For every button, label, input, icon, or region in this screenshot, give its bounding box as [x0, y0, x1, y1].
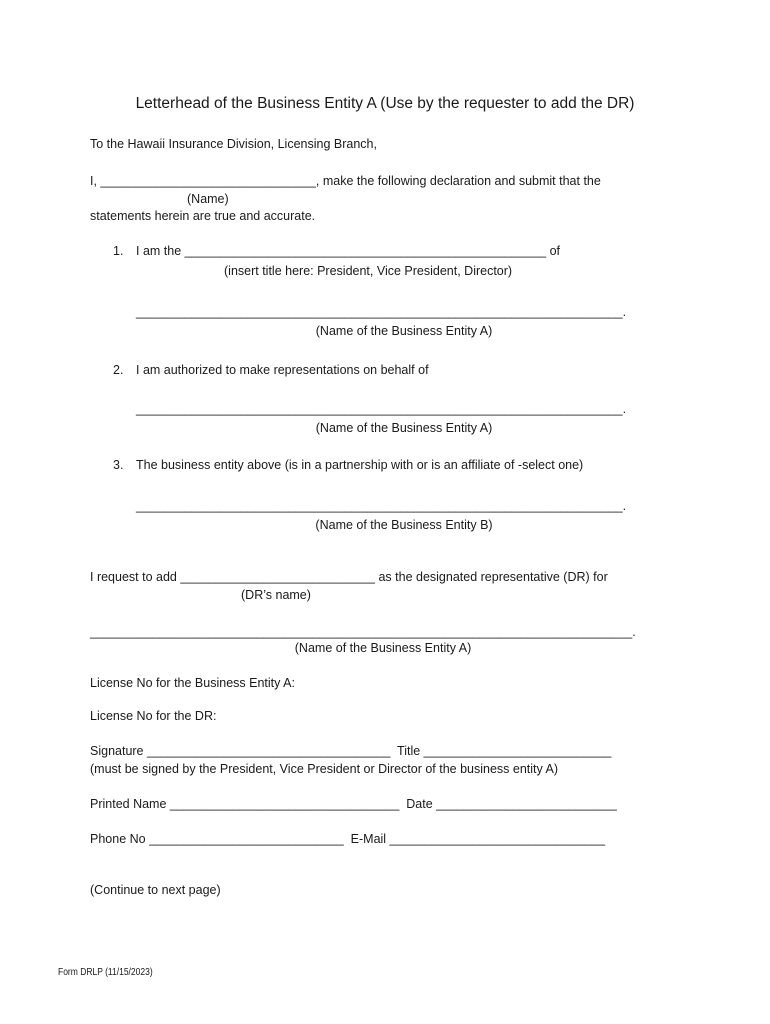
item-3-blank-caption: (Name of the Business Entity B) — [315, 518, 493, 532]
declaration-line: I, _______________________________, make the following declaration and submit that the — [90, 174, 601, 188]
request-blank: ______________________________________________________________________________. — [90, 625, 636, 639]
license-dr-label: License No for the DR: — [90, 709, 217, 723]
dr-name-caption: (DR’s name) — [241, 588, 311, 602]
item-2-number: 2. — [113, 363, 124, 377]
form-footer: Form DRLP (11/15/2023) — [58, 967, 153, 978]
item-2-blank: ______________________________________________________________________. — [136, 402, 627, 416]
declaration-line-2: statements herein are true and accurate. — [90, 209, 316, 223]
salutation: To the Hawaii Insurance Division, Licensing Branch, — [90, 137, 377, 151]
phone-email-line: Phone No ____________________________ E-Mail _______________________________ — [90, 832, 606, 846]
item-2-text: I am authorized to make representations on behalf of — [136, 363, 429, 377]
license-entity-label: License No for the Business Entity A: — [90, 676, 295, 690]
item-3-blank: ______________________________________________________________________. — [136, 499, 627, 513]
signature-note: (must be signed by the President, Vice President or Director of the business entity A) — [90, 762, 559, 776]
printed-name-date-line: Printed Name _________________________________ Date __________________________ — [90, 797, 617, 811]
continue-note: (Continue to next page) — [90, 883, 221, 897]
item-1-caption: (insert title here: President, Vice President, Director) — [224, 264, 513, 278]
item-1-blank-caption: (Name of the Business Entity A) — [315, 324, 493, 338]
letterhead-title: Letterhead of the Business Entity A (Use by the requester to add the DR) — [135, 95, 635, 112]
name-caption: (Name) — [187, 192, 229, 206]
request-blank-caption: (Name of the Business Entity A) — [294, 641, 472, 655]
item-1-number: 1. — [113, 244, 124, 258]
item-2-blank-caption: (Name of the Business Entity A) — [315, 421, 493, 435]
signature-title-line: Signature ___________________________________ Title ___________________________ — [90, 744, 612, 758]
request-line: I request to add ____________________________ as the designated representative (DR) for — [90, 570, 608, 584]
item-1-text: I am the ____________________________________________________ of — [136, 244, 561, 258]
item-3-number: 3. — [113, 458, 124, 472]
item-1-blank: ______________________________________________________________________. — [136, 305, 627, 319]
item-3-text: The business entity above (is in a partnership with or is an affiliate of -select one) — [136, 458, 584, 472]
